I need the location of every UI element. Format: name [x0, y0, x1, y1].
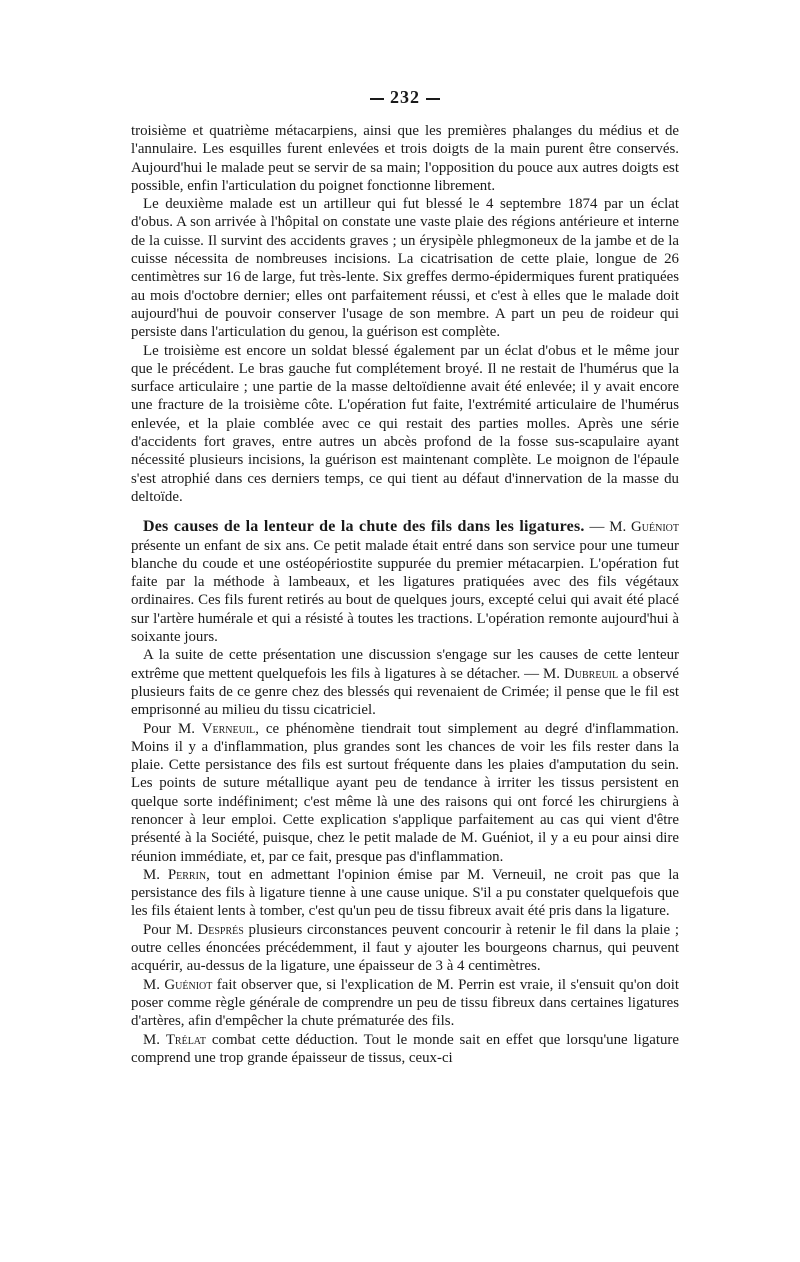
- paragraph-6: [131, 720, 679, 866]
- paragraph-7-seg-0: M.: [143, 866, 168, 883]
- paragraph-6-seg-2: , ce phénomène tiendrait tout simplement au degré d'inflammation. Moins il y a d'inflammation, plus grandes sont les chances de voir les fils rester dans la plaie. Cette persistance des fils est surtout fréquente dans les plaies d'amputation du sein. Les points de suture métallique ayant peu de tendance à irriter les tissus persistent en quelque sorte indéfiniment; c'est même là une des raisons qui ont forcé les chirurgiens à renoncer à leur emploi. Cette explication s'applique parfaitement au cas qui vient d'être présenté à la Société, puisque, chez le petit malade de M. Guéniot, il y a eu pour ainsi dire réunion immédiate, et, par ce fait, presque pas d'inflammation.: [131, 720, 679, 865]
- page-number-text: 232: [390, 87, 420, 107]
- paragraph-8: [131, 921, 679, 976]
- paragraph-10-seg-2: combat cette déduction. Tout le monde sait en effet que lorsqu'une ligature comprend une trop grande épaisseur de tissus, ceux-ci: [131, 1031, 679, 1066]
- paragraph-4-seg-2: présente un enfant de six ans. Ce petit malade était entré dans son service pour une tumeur blanche du coude et une ostéopériostite suppurée du premier métacarpien. L'opération fut faite par la méthode à lambeaux, et les ligatures pratiquées avec des fils végétaux ordinaires. Ces fils furent retirés au bout de quelques jours, excepté celui qui avait été placé sur l'artère humérale et qui a résisté à toutes les tractions. L'opération remonte aujourd'hui à soixante jours.: [131, 537, 679, 646]
- paragraph-1: troisième et quatrième métacarpiens, ainsi que les premières phalanges du médius et de l'annulaire. Les esquilles furent enlevées et trois doigts de la main purent être conservés. Aujourd'hui le malade peut se servir de sa main; l'opposition du pouce aux autres doigts est possible, enfin l'articulation du poignet fonctionne librement.: [131, 123, 679, 194]
- author-name-dubreuil: Dubreuil: [564, 665, 619, 682]
- paragraph-9: [131, 976, 679, 1031]
- paragraph-5: [131, 646, 679, 719]
- author-name-trelat: Trélat: [165, 1031, 207, 1048]
- page-number-dash-left: [370, 98, 384, 100]
- paragraph-7: [131, 866, 679, 921]
- paragraph-2: Le deuxième malade est un artilleur qui fut blessé le 4 septembre 1874 par un éclat d'obus. A son arrivée à l'hôpital on constate une vaste plaie des régions antérieure et interne de la cuisse. Il survint des accidents graves ; un érysipèle phlegmoneux de la jambe et de la cuisse nécessita de nombreuses incisions. La cicatrisation de cette plaie, longue de 26 centimètres sur 16 de large, fut très-lente. Six greffes dermo-épidermiques furent pratiquées au mois d'octobre dernier; elles ont parfaitement réussi, et c'est à elles que le malade doit aujourd'hui de pouvoir conserver l'usage de son membre. A part un peu de roideur qui persiste dans l'articulation du genou, la guérison est complète.: [131, 196, 679, 341]
- paragraph-5-seg-2: a observé plusieurs faits de ce genre chez des blessés qui revenaient de Crimée; il pense que le fil est emprisonné au milieu du tissu cicatriciel.: [131, 665, 679, 719]
- page-number: [131, 86, 679, 108]
- paragraph-9-seg-0: M.: [143, 976, 165, 993]
- document-page: [131, 86, 679, 1067]
- paragraph-6-seg-0: Pour M.: [143, 720, 202, 737]
- author-name-despres: Després: [197, 921, 244, 938]
- author-name-gueniot-2: Guéniot: [164, 976, 213, 993]
- paragraph-8-seg-0: Pour M.: [143, 921, 198, 938]
- paragraph-9-seg-2: fait observer que, si l'explication de M. Perrin est vraie, il s'ensuit qu'on doit poser comme règle générale de comprendre un peu de tissu fibreux dans certaines ligatures d'artères, afin d'empêcher la chute prématurée des fils.: [131, 976, 680, 1030]
- paragraph-4-seg-0: — M.: [584, 519, 632, 536]
- author-name-verneuil: Verneuil: [201, 720, 256, 737]
- section-heading: Des causes de la lenteur de la chute des fils dans les ligatures.: [143, 518, 585, 536]
- page-number-dash-right: [426, 98, 440, 100]
- paragraph-5-seg-0: A la suite de cette présentation une discussion s'engage sur les causes de cette lenteur extrême que mettent quelquefois les fils à ligatures à se détacher. — M.: [131, 647, 679, 682]
- paragraph-10: [131, 1031, 679, 1068]
- author-name-gueniot: Guéniot: [631, 519, 679, 536]
- paragraph-4: [131, 518, 679, 646]
- paragraph-10-seg-0: M.: [143, 1031, 166, 1048]
- author-name-perrin: Perrin: [167, 866, 207, 883]
- paragraph-3: Le troisième est encore un soldat blessé également par un éclat d'obus et le même jour que le précédent. Le bras gauche fut complétement broyé. Il ne restait de l'humérus que la surface articulaire ; une partie de la masse deltoïdienne avait été enlevée; il y avait encore une fracture de la troisième côte. L'opération fut faite, l'extrémité articulaire de l'humérus enlevée, et la plaie comblée avec ce qui restait des parties molles. Après une série d'accidents fort graves, entre autres un abcès profond de la fosse sus-scapulaire ayant nécessité plusieurs incisions, la guérison est maintenant complète. Le moignon de l'épaule s'est atrophié dans ces derniers temps, ce qui tient au défaut d'innervation de la masse du deltoïde.: [131, 342, 679, 505]
- paragraph-8-seg-2: plusieurs circonstances peuvent concourir à retenir le fil dans la plaie ; outre celles énoncées précédemment, il faut y ajouter les bourgeons charnus, qui peuvent acquérir, au-dessus de la ligature, une épaisseur de 3 à 4 centimètres.: [131, 921, 679, 975]
- paragraph-7-seg-2: , tout en admettant l'opinion émise par M. Verneuil, ne croit pas que la persistance des fils à ligature tienne à une cause unique. S'il a pu constater quelquefois que les fils étaient lents à tomber, c'est qu'un peu de tissu fibreux avait été pris dans la ligature.: [131, 866, 679, 920]
